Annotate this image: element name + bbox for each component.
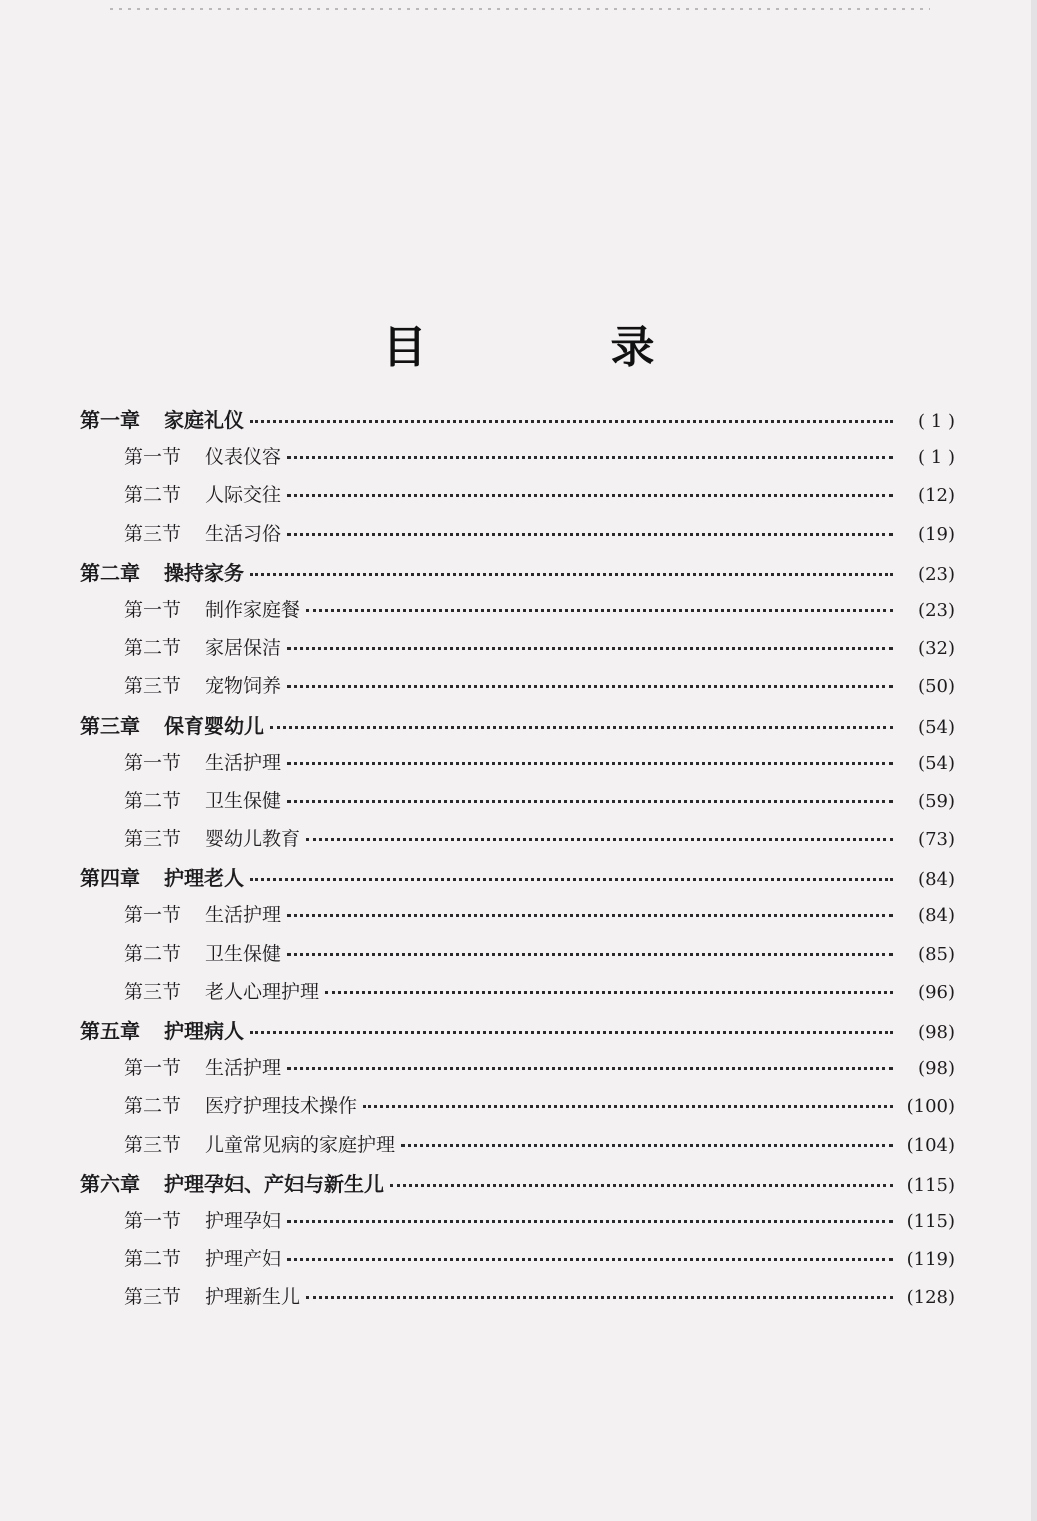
toc-chapter-row: [80, 1168, 955, 1206]
page-number: (59): [918, 790, 955, 812]
dot-leader: [287, 685, 893, 688]
page-number: (19): [918, 523, 955, 545]
page-number: (85): [918, 943, 955, 965]
page-number: (54): [918, 752, 955, 774]
section-number: 第一节: [124, 751, 182, 774]
section-title: 家居保洁: [205, 637, 282, 660]
page-number: (54): [918, 716, 955, 738]
dot-leader: [401, 1144, 893, 1147]
dot-leader: [287, 647, 893, 650]
dot-leader: [287, 1220, 893, 1223]
dot-leader: [306, 838, 893, 841]
dot-leader: [270, 726, 893, 729]
section-title: 护理孕妇: [205, 1209, 282, 1232]
page-number: (32): [918, 638, 955, 660]
toc-section-row: [80, 824, 955, 862]
toc-section-row: [80, 671, 955, 709]
toc-chapter-row: [80, 404, 955, 442]
dot-leader: [306, 609, 893, 612]
chapter-number: 第一章: [80, 408, 140, 432]
toc-section-row: [80, 1244, 955, 1282]
toc-section-row: [80, 1053, 955, 1091]
page-number: (115): [906, 1210, 955, 1232]
toc-chapter-row: [80, 557, 955, 595]
chapter-title: 保育婴幼儿: [164, 713, 264, 738]
chapter-number: 第六章: [80, 1171, 140, 1196]
toc-section-row: [80, 595, 955, 633]
dot-leader: [287, 456, 893, 459]
section-number: 第一节: [124, 1057, 182, 1080]
page-number: (73): [918, 829, 955, 851]
section-number: 第二节: [124, 1248, 182, 1271]
dot-leader: [250, 420, 893, 423]
toc-section-row: [80, 519, 955, 557]
section-number: 第二节: [124, 789, 182, 812]
dot-leader: [390, 1184, 893, 1187]
section-title: 生活护理: [205, 904, 282, 927]
top-scan-line: [110, 8, 930, 10]
section-number: 第一节: [124, 446, 182, 469]
page-number: ( 1 ): [918, 447, 955, 469]
toc-section-row: [80, 786, 955, 824]
dot-leader: [306, 1296, 893, 1299]
toc-section-row: [80, 748, 955, 786]
section-number: 第二节: [124, 942, 182, 965]
page-number: (96): [918, 981, 955, 1003]
dot-leader: [287, 800, 893, 803]
section-title: 生活护理: [205, 751, 282, 774]
page-number: ( 1 ): [918, 411, 955, 432]
section-title: 儿童常见病的家庭护理: [205, 1133, 396, 1156]
table-of-contents: [80, 404, 955, 1321]
toc-chapter-row: [80, 1015, 955, 1053]
toc-section-row: [80, 633, 955, 671]
toc-chapter-row: [80, 710, 955, 748]
toc-section-row: [80, 1282, 955, 1320]
page-title: 目 录: [382, 322, 725, 374]
dot-leader: [363, 1105, 893, 1108]
section-title: 仪表仪容: [205, 446, 282, 469]
toc-chapter-row: [80, 862, 955, 900]
section-title: 卫生保健: [205, 942, 282, 965]
toc-section-row: [80, 442, 955, 480]
dot-leader: [287, 1258, 893, 1261]
section-title: 卫生保健: [205, 789, 282, 812]
dot-leader: [325, 991, 893, 994]
section-number: 第二节: [124, 637, 182, 660]
dot-leader: [287, 494, 893, 497]
section-title: 生活护理: [205, 1057, 282, 1080]
section-title: 老人心理护理: [205, 980, 320, 1003]
toc-section-row: [80, 1130, 955, 1168]
section-title: 制作家庭餐: [205, 598, 301, 621]
page-number: (100): [906, 1096, 955, 1118]
section-number: 第三节: [124, 1133, 182, 1156]
section-number: 第二节: [124, 1095, 182, 1118]
section-number: 第二节: [124, 484, 182, 507]
section-title: 医疗护理技术操作: [205, 1095, 358, 1118]
section-number: 第三节: [124, 1286, 182, 1309]
chapter-title: 操持家务: [164, 560, 244, 585]
page-number: (12): [918, 485, 955, 507]
toc-section-row: [80, 900, 955, 938]
dot-leader: [287, 914, 893, 917]
section-number: 第三节: [124, 980, 182, 1003]
page-number: (115): [906, 1174, 955, 1196]
section-title: 人际交往: [205, 484, 282, 507]
toc-section-row: [80, 939, 955, 977]
section-title: 护理新生儿: [205, 1286, 301, 1309]
chapter-title: 家庭礼仪: [164, 408, 244, 432]
page-number: (98): [918, 1058, 955, 1080]
section-number: 第三节: [124, 522, 182, 545]
section-title: 护理产妇: [205, 1248, 282, 1271]
chapter-title: 护理病人: [164, 1019, 244, 1043]
page-number: (23): [918, 563, 955, 585]
chapter-number: 第五章: [80, 1019, 140, 1043]
page-number: (84): [918, 869, 955, 891]
section-title: 婴幼儿教育: [205, 828, 301, 851]
chapter-title: 护理老人: [164, 866, 244, 891]
page-number: (23): [918, 599, 955, 621]
dot-leader: [287, 533, 893, 536]
chapter-number: 第三章: [80, 713, 140, 738]
dot-leader: [287, 953, 893, 956]
dot-leader: [250, 1031, 893, 1034]
section-number: 第三节: [124, 828, 182, 851]
toc-section-row: [80, 1206, 955, 1244]
dot-leader: [287, 1067, 893, 1070]
page-number: (104): [906, 1134, 955, 1156]
section-number: 第一节: [124, 904, 182, 927]
dot-leader: [250, 878, 893, 881]
section-title: 宠物饲养: [205, 675, 282, 698]
chapter-number: 第二章: [80, 560, 140, 585]
chapter-title: 护理孕妇、产妇与新生儿: [164, 1171, 384, 1196]
toc-section-row: [80, 977, 955, 1015]
section-title: 生活习俗: [205, 522, 282, 545]
dot-leader: [287, 762, 893, 765]
page-number: (128): [906, 1287, 955, 1309]
toc-section-row: [80, 480, 955, 518]
section-number: 第三节: [124, 675, 182, 698]
section-number: 第一节: [124, 598, 182, 621]
dot-leader: [250, 573, 893, 576]
toc-section-row: [80, 1091, 955, 1129]
page-number: (50): [918, 676, 955, 698]
page-number: (98): [918, 1022, 955, 1043]
section-number: 第一节: [124, 1209, 182, 1232]
page-number: (119): [906, 1249, 955, 1271]
chapter-number: 第四章: [80, 866, 140, 891]
page-number: (84): [918, 905, 955, 927]
